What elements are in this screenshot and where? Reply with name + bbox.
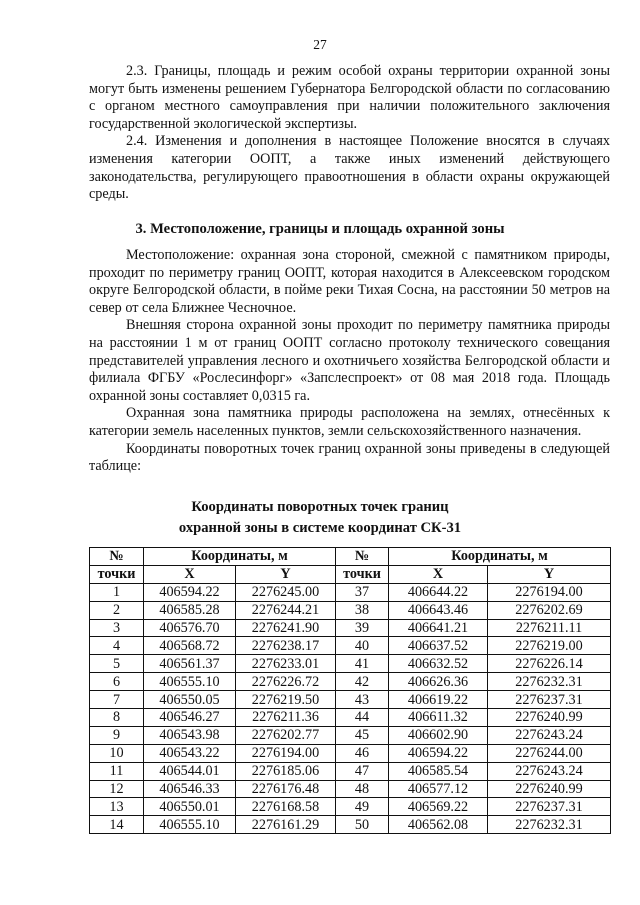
x-cell: 406644.22	[389, 583, 488, 601]
y-cell: 2276245.00	[236, 583, 336, 601]
point-number-cell: 49	[336, 798, 389, 816]
y-cell: 2276161.29	[236, 816, 336, 834]
y-cell: 2276232.31	[488, 673, 611, 691]
table-row	[90, 619, 611, 637]
x-cell: 406550.01	[144, 798, 236, 816]
point-number-cell: 14	[90, 816, 144, 834]
point-number-cell: 38	[336, 601, 389, 619]
point-number-cell: 47	[336, 762, 389, 780]
table-row	[90, 762, 611, 780]
y-cell: 2276219.50	[236, 691, 336, 709]
y-cell: 2276237.31	[488, 691, 611, 709]
table-row	[90, 673, 611, 691]
x-cell: 406594.22	[389, 744, 488, 762]
x-cell: 406550.05	[144, 691, 236, 709]
y-cell: 2276168.58	[236, 798, 336, 816]
table-row	[90, 655, 611, 673]
table-row	[90, 691, 611, 709]
x-cell: 406585.54	[389, 762, 488, 780]
point-number-cell: 40	[336, 637, 389, 655]
point-number-cell: 45	[336, 726, 389, 744]
point-number-cell: 44	[336, 709, 389, 727]
header-coords-left: Координаты, м	[144, 548, 336, 566]
table-row	[90, 709, 611, 727]
header-y-left: Y	[236, 565, 336, 583]
x-cell: 406611.32	[389, 709, 488, 727]
x-cell: 406641.21	[389, 619, 488, 637]
x-cell: 406569.22	[389, 798, 488, 816]
table-caption-line-1: Координаты поворотных точек границ	[191, 499, 449, 515]
table-row	[90, 798, 611, 816]
y-cell: 2276232.31	[488, 816, 611, 834]
y-cell: 2276233.01	[236, 655, 336, 673]
point-number-cell: 37	[336, 583, 389, 601]
x-cell: 406619.22	[389, 691, 488, 709]
table-row	[90, 780, 611, 798]
y-cell: 2276211.36	[236, 709, 336, 727]
point-number-cell: 46	[336, 744, 389, 762]
point-number-cell: 42	[336, 673, 389, 691]
point-number-cell: 3	[90, 619, 144, 637]
header-x-left: X	[144, 565, 236, 583]
table-row	[90, 583, 611, 601]
y-cell: 2276243.24	[488, 726, 611, 744]
point-number-cell: 12	[90, 780, 144, 798]
table-row	[90, 637, 611, 655]
y-cell: 2276243.24	[488, 762, 611, 780]
table-body	[90, 583, 611, 833]
top-paragraphs	[89, 63, 610, 204]
table-row	[90, 726, 611, 744]
x-cell: 406546.27	[144, 709, 236, 727]
table-header-row-2	[90, 565, 611, 583]
x-cell: 406632.52	[389, 655, 488, 673]
middle-paragraphs	[89, 247, 610, 476]
table-caption	[0, 497, 640, 539]
x-cell: 406543.98	[144, 726, 236, 744]
y-cell: 2276237.31	[488, 798, 611, 816]
point-number-cell: 11	[90, 762, 144, 780]
y-cell: 2276240.99	[488, 780, 611, 798]
x-cell: 406585.28	[144, 601, 236, 619]
point-number-cell: 5	[90, 655, 144, 673]
table-row	[90, 601, 611, 619]
x-cell: 406555.10	[144, 816, 236, 834]
point-number-cell: 10	[90, 744, 144, 762]
paragraph-2-3: 2.3. Границы, площадь и режим особой охраны территории охранной зоны могут быть изменены решением Губернатора Белгородской области по согласованию с органом местного самоуправления при наличии положительного заключения государственной экологической экспертизы.	[89, 63, 610, 132]
y-cell: 2276219.00	[488, 637, 611, 655]
x-cell: 406562.08	[389, 816, 488, 834]
y-cell: 2276194.00	[488, 583, 611, 601]
x-cell: 406576.70	[144, 619, 236, 637]
point-number-cell: 6	[90, 673, 144, 691]
y-cell: 2276238.17	[236, 637, 336, 655]
paragraph-outer-side: Внешняя сторона охранной зоны проходит по периметру памятника природы на расстоянии 1 м от границ ООПТ согласно протоколу технического совещания представителей управления лесного и охотничьего хозяйства Белгородской области и филиала ФГБУ «Рослесинфорг» «Запслеспроект» от 08 мая 2018 года. Площадь охранной зоны составляет 0,0315 га.	[89, 317, 610, 404]
header-point-right: точки	[336, 565, 389, 583]
paragraph-2-4: 2.4. Изменения и дополнения в настоящее Положение вносятся в случаях изменения категории ООПТ, а также иных изменений действующего законодательства, регулирующего правоотношения в области охраны окружающей среды.	[89, 133, 610, 203]
paragraph-location: Местоположение: охранная зона стороной, смежной с памятником природы, проходит по периметру границ ООПТ, которая находится в Алексеевском городском округе Белгородской области, в пойме реки Тихая Сосна, на расстоянии 50 метров на север от села Ближнее Чесночное.	[89, 247, 610, 316]
y-cell: 2276244.21	[236, 601, 336, 619]
page-number: 27	[313, 37, 327, 52]
x-cell: 406637.52	[389, 637, 488, 655]
point-number-cell: 41	[336, 655, 389, 673]
coordinates-table	[89, 547, 611, 834]
y-cell: 2276194.00	[236, 744, 336, 762]
x-cell: 406602.90	[389, 726, 488, 744]
point-number-cell: 2	[90, 601, 144, 619]
y-cell: 2276226.72	[236, 673, 336, 691]
point-number-cell: 4	[90, 637, 144, 655]
x-cell: 406594.22	[144, 583, 236, 601]
paragraph-land-category: Охранная зона памятника природы расположена на землях, отнесённых к категории земель населенных пунктов, земли сельскохозяйственного назначения.	[89, 405, 610, 439]
point-number-cell: 13	[90, 798, 144, 816]
x-cell: 406544.01	[144, 762, 236, 780]
point-number-cell: 39	[336, 619, 389, 637]
header-x-right: X	[389, 565, 488, 583]
header-coords-right: Координаты, м	[389, 548, 611, 566]
x-cell: 406643.46	[389, 601, 488, 619]
point-number-cell: 48	[336, 780, 389, 798]
point-number-cell: 9	[90, 726, 144, 744]
header-no-left: №	[90, 548, 144, 566]
x-cell: 406626.36	[389, 673, 488, 691]
point-number-cell: 50	[336, 816, 389, 834]
point-number-cell: 7	[90, 691, 144, 709]
y-cell: 2276240.99	[488, 709, 611, 727]
paragraph-coordinates-intro: Координаты поворотных точек границ охранной зоны приведены в следующей таблице:	[89, 440, 610, 475]
table-caption-line-2: охранной зоны в системе координат СК-31	[178, 520, 462, 536]
header-no-right: №	[336, 548, 389, 566]
y-cell: 2276244.00	[488, 744, 611, 762]
header-y-right: Y	[488, 565, 611, 583]
table-row	[90, 816, 611, 834]
x-cell: 406546.33	[144, 780, 236, 798]
x-cell: 406568.72	[144, 637, 236, 655]
y-cell: 2276241.90	[236, 619, 336, 637]
x-cell: 406555.10	[144, 673, 236, 691]
x-cell: 406577.12	[389, 780, 488, 798]
y-cell: 2276176.48	[236, 780, 336, 798]
x-cell: 406561.37	[144, 655, 236, 673]
table-row	[90, 744, 611, 762]
x-cell: 406543.22	[144, 744, 236, 762]
table-header-row-1	[90, 548, 611, 566]
point-number-cell: 43	[336, 691, 389, 709]
section-heading: 3. Местоположение, границы и площадь охранной зоны	[135, 221, 505, 237]
y-cell: 2276185.06	[236, 762, 336, 780]
y-cell: 2276226.14	[488, 655, 611, 673]
y-cell: 2276202.77	[236, 726, 336, 744]
point-number-cell: 1	[90, 583, 144, 601]
y-cell: 2276202.69	[488, 601, 611, 619]
point-number-cell: 8	[90, 709, 144, 727]
header-point-left: точки	[90, 565, 144, 583]
y-cell: 2276211.11	[488, 619, 611, 637]
